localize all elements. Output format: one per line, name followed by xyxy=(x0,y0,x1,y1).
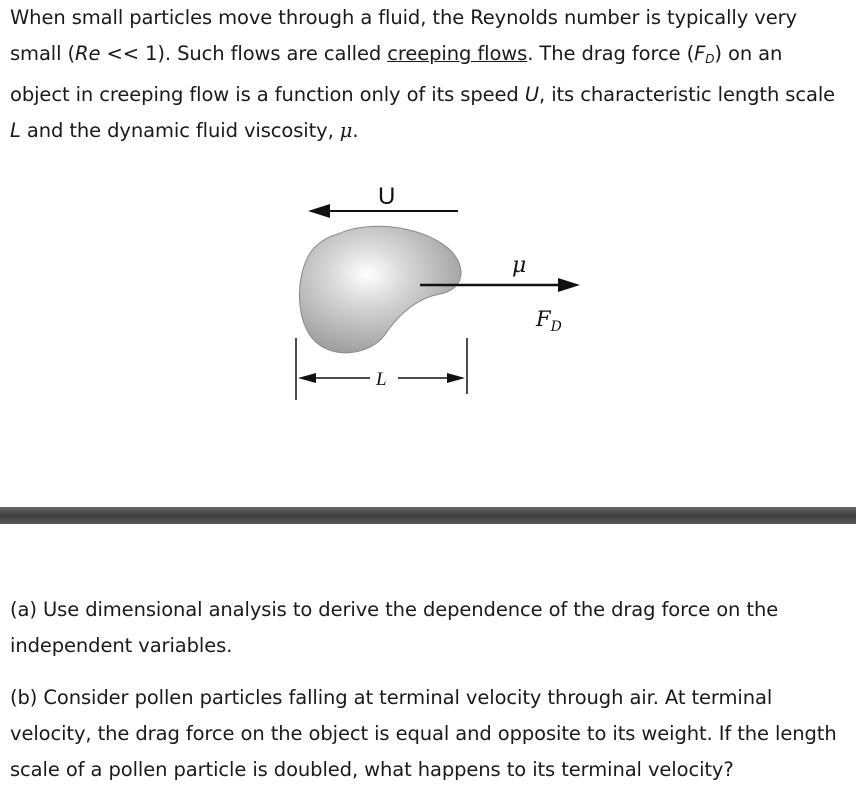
reynolds-symbol: Re xyxy=(75,42,101,65)
intro-text-4: , its characteristic length scale xyxy=(539,83,836,106)
intro-end: . xyxy=(352,119,359,142)
drag-force-symbol: $F_D$ xyxy=(694,42,715,66)
creeping-flows-term: creeping flows xyxy=(387,42,528,65)
length-symbol: L xyxy=(10,119,21,142)
particle-blob xyxy=(299,226,461,353)
velocity-label: U xyxy=(378,183,396,210)
creeping-flow-diagram xyxy=(0,140,856,410)
problem-statement xyxy=(10,0,846,149)
speed-symbol: U xyxy=(524,83,539,106)
question-a: (a) Use dimensional analysis to derive the dependence of the drag force on the independent variables. xyxy=(10,598,779,657)
intro-text-1: When small particles move through a fluid, the Reynolds number is typically very small ( xyxy=(10,6,797,65)
intro-text-3: ) on an object in creeping flow is a function only of its speed xyxy=(10,42,783,106)
viscosity-label: μ xyxy=(512,253,527,278)
length-label: L xyxy=(376,369,387,390)
section-divider xyxy=(0,507,856,524)
question-b: (b) Consider pollen particles falling at terminal velocity through air. At terminal velocity, the drag force on the object is equal and opposite to its weight. If the length scale of a pollen particle is doubled, what happens to its terminal velocity? xyxy=(10,686,837,781)
reynolds-condition: << 1). Such flows are called xyxy=(100,42,388,65)
intro-text-2: . The drag force ( xyxy=(527,42,695,65)
drag-force-label: $F_D$ xyxy=(536,307,562,335)
intro-text-5: and the dynamic fluid viscosity, xyxy=(20,119,340,142)
viscosity-symbol: μ xyxy=(339,119,353,142)
